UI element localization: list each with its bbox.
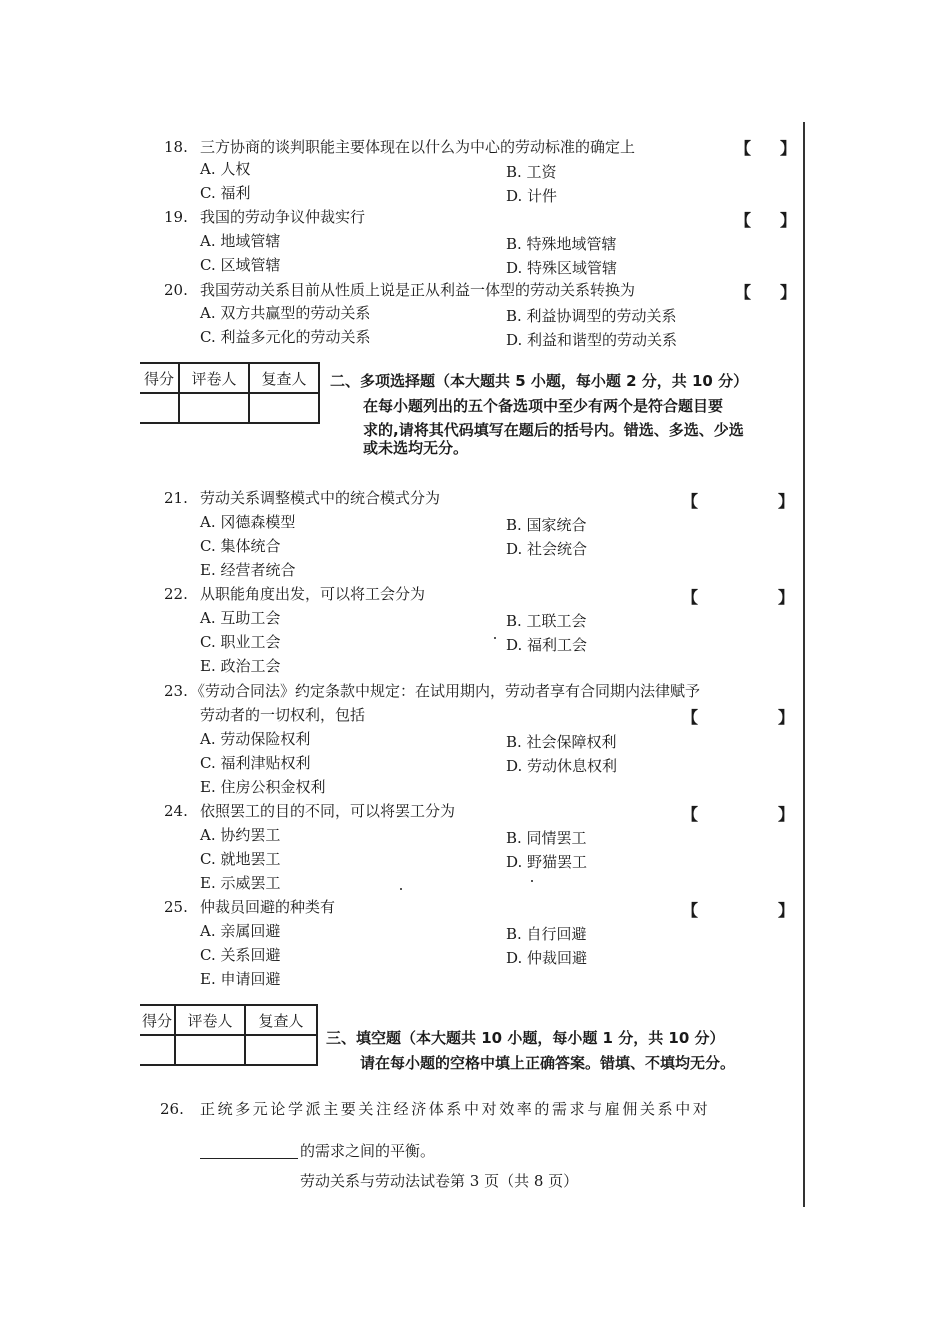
- q23-number: 23.: [164, 682, 188, 700]
- q23-stem-line1: 《劳动合同法》约定条款中规定：在试用期内，劳动者享有合同期内法律赋予: [190, 682, 701, 700]
- q24-option-e: E. 示威罢工: [200, 874, 281, 892]
- q21-stem: 劳动关系调整模式中的统合模式分为: [200, 489, 441, 507]
- q22-option-b: B. 工联工会: [506, 612, 587, 630]
- q22-option-d: D. 福利工会: [506, 636, 588, 654]
- q18-option-a: A. 人权: [200, 160, 251, 178]
- q20-number: 20.: [164, 281, 188, 299]
- q18-number: 18.: [164, 138, 188, 156]
- q19-bracket-open: 【: [735, 211, 752, 230]
- q23-stem-line2: 劳动者的一切权利，包括: [200, 706, 366, 724]
- q26-number: 26.: [160, 1100, 184, 1118]
- q20-option-d: D. 利益和谐型的劳动关系: [506, 331, 678, 349]
- score-cell-reviewer[interactable]: [249, 393, 319, 423]
- q25-option-b: B. 自行回避: [506, 925, 587, 943]
- q20-option-a: A. 双方共赢型的劳动关系: [200, 304, 371, 322]
- section2-title: 二、多项选择题（本大题共 5 小题，每小题 2 分，共 10 分）: [330, 372, 749, 390]
- q20-bracket-open: 【: [735, 283, 752, 302]
- q22-option-c: C. 职业工会: [200, 633, 281, 651]
- q23-option-a: A. 劳动保险权利: [200, 730, 311, 748]
- q24-stem: 依照罢工的目的不同，可以将罢工分为: [200, 802, 456, 820]
- q18-option-c: C. 福利: [200, 184, 251, 202]
- q21-number: 21.: [164, 489, 188, 507]
- q21-option-e: E. 经营者统合: [200, 561, 296, 579]
- q23-option-e: E. 住房公积金权利: [200, 778, 326, 796]
- q25-option-c: C. 关系回避: [200, 946, 281, 964]
- q25-option-e: E. 申请回避: [200, 970, 281, 988]
- score-cell-defen[interactable]: [140, 1035, 175, 1065]
- q21-option-b: B. 国家统合: [506, 516, 587, 534]
- q22-option-e: E. 政治工会: [200, 657, 281, 675]
- q25-stem: 仲裁员回避的种类有: [200, 898, 336, 916]
- score-header-reviewer: 复查人: [249, 363, 319, 393]
- section2-instruction-1: 在每小题列出的五个备选项中至少有两个是符合题目要: [363, 397, 724, 415]
- q22-bracket-close: 】: [778, 588, 795, 607]
- q19-number: 19.: [164, 208, 188, 226]
- q24-option-d: D. 野猫罢工: [506, 853, 588, 871]
- section3-instruction: 请在每小题的空格中填上正确答案。错填、不填均无分。: [360, 1054, 736, 1072]
- q23-option-d: D. 劳动休息权利: [506, 757, 618, 775]
- q19-option-b: B. 特殊地域管辖: [506, 235, 617, 253]
- q21-option-a: A. 冈德森模型: [200, 513, 296, 531]
- q20-option-b: B. 利益协调型的劳动关系: [506, 307, 677, 325]
- stray-mark: [531, 880, 533, 882]
- q24-bracket-close: 】: [778, 805, 795, 824]
- q25-bracket-open: 【: [682, 901, 699, 920]
- q25-option-d: D. 仲裁回避: [506, 949, 588, 967]
- q18-bracket-open: 【: [735, 139, 752, 158]
- q20-bracket-close: 】: [780, 283, 797, 302]
- q21-option-c: C. 集体统合: [200, 537, 281, 555]
- q22-option-a: A. 互助工会: [200, 609, 281, 627]
- score-cell-reviewer[interactable]: [245, 1035, 317, 1065]
- q21-bracket-open: 【: [682, 492, 699, 511]
- q23-option-b: B. 社会保障权利: [506, 733, 617, 751]
- q19-stem: 我国的劳动争议仲裁实行: [200, 208, 366, 226]
- stray-mark: [400, 888, 402, 890]
- q24-number: 24.: [164, 802, 188, 820]
- score-header-grader: 评卷人: [179, 363, 249, 393]
- section3-title: 三、填空题（本大题共 10 小题，每小题 1 分，共 10 分）: [326, 1029, 725, 1047]
- score-header-grader: 评卷人: [175, 1005, 245, 1035]
- section2-instruction-3: 或未选均无分。: [363, 439, 469, 457]
- q24-option-b: B. 同情罢工: [506, 829, 587, 847]
- q24-option-c: C. 就地罢工: [200, 850, 281, 868]
- q19-option-a: A. 地域管辖: [200, 232, 281, 250]
- page-edge-line: [803, 122, 805, 1207]
- page-footer: 劳动关系与劳动法试卷第 3 页（共 8 页）: [300, 1172, 579, 1190]
- score-cell-defen[interactable]: [140, 393, 179, 423]
- q25-bracket-close: 】: [778, 901, 795, 920]
- q26-stem-line2: 的需求之间的平衡。: [300, 1142, 436, 1160]
- q19-option-d: D. 特殊区域管辖: [506, 259, 618, 277]
- score-header-reviewer: 复查人: [245, 1005, 317, 1035]
- q21-bracket-close: 】: [778, 492, 795, 511]
- q26-answer-blank[interactable]: [200, 1158, 298, 1159]
- q20-stem: 我国劳动关系目前从性质上说是正从利益一体型的劳动关系转换为: [200, 281, 636, 299]
- q23-bracket-open: 【: [682, 708, 699, 727]
- q26-stem-line1: 正统多元论学派主要关注经济体系中对效率的需求与雇佣关系中对: [200, 1100, 711, 1118]
- q23-bracket-close: 】: [778, 708, 795, 727]
- q18-stem: 三方协商的谈判职能主要体现在以什么为中心的劳动标准的确定上: [200, 138, 636, 156]
- q24-option-a: A. 协约罢工: [200, 826, 281, 844]
- q20-option-c: C. 利益多元化的劳动关系: [200, 328, 371, 346]
- q25-number: 25.: [164, 898, 188, 916]
- score-cell-grader[interactable]: [175, 1035, 245, 1065]
- q24-bracket-open: 【: [682, 805, 699, 824]
- q19-option-c: C. 区域管辖: [200, 256, 281, 274]
- score-header-defen: 得分: [140, 363, 179, 393]
- score-table-section2: [140, 362, 320, 424]
- q18-bracket-close: 】: [780, 139, 797, 158]
- q19-bracket-close: 】: [780, 211, 797, 230]
- q18-option-d: D. 计件: [506, 187, 558, 205]
- q22-number: 22.: [164, 585, 188, 603]
- score-cell-grader[interactable]: [179, 393, 249, 423]
- q23-option-c: C. 福利津贴权利: [200, 754, 311, 772]
- q18-option-b: B. 工资: [506, 163, 557, 181]
- q22-bracket-open: 【: [682, 588, 699, 607]
- q25-option-a: A. 亲属回避: [200, 922, 281, 940]
- score-header-defen: 得分: [140, 1005, 175, 1035]
- q21-option-d: D. 社会统合: [506, 540, 588, 558]
- section2-instruction-2: 求的,请将其代码填写在题后的括号内。错选、多选、少选: [363, 421, 744, 439]
- q22-stem: 从职能角度出发，可以将工会分为: [200, 585, 426, 603]
- stray-mark: [494, 637, 496, 639]
- score-table-section3: [140, 1004, 318, 1066]
